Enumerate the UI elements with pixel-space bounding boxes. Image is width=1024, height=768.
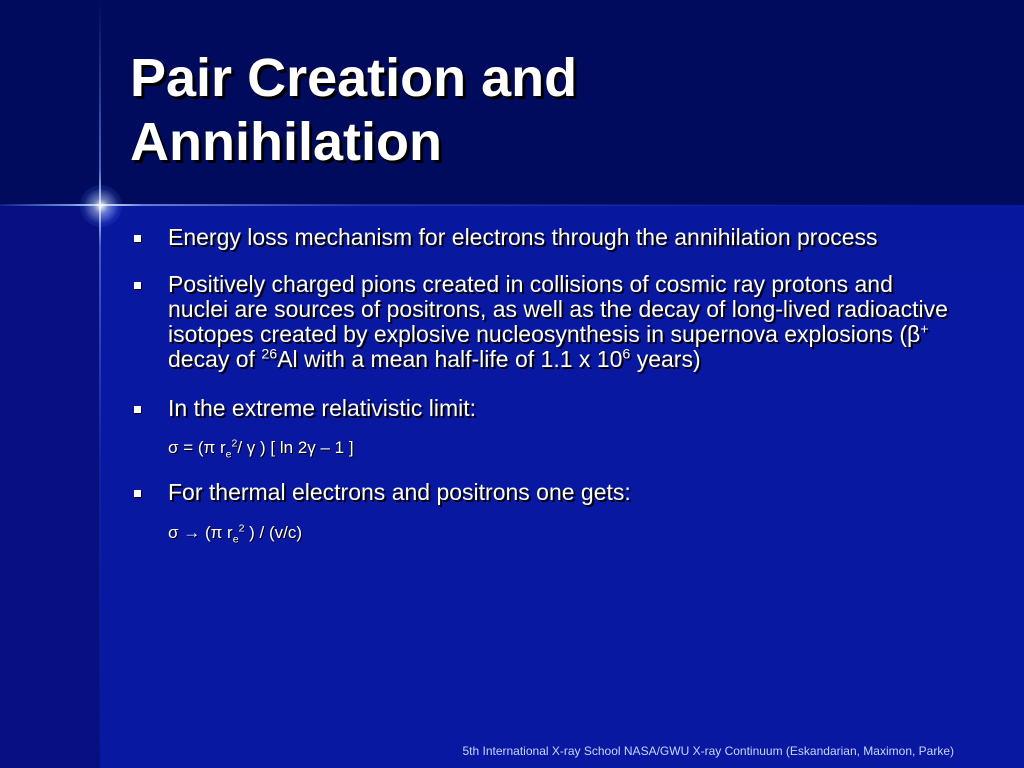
formula-text: σ → (π r bbox=[168, 523, 233, 542]
mass-number: 26 bbox=[261, 346, 278, 363]
bullet-item bbox=[132, 225, 952, 250]
left-strip bbox=[0, 205, 100, 768]
square-bullet-icon bbox=[134, 282, 141, 289]
star-flare-icon bbox=[80, 185, 122, 227]
beta-symbol: β bbox=[906, 321, 921, 347]
bullet-text: Positively charged pions created in collisions of cosmic ray protons and nuclei are sources of positrons, as well as the decay of long-lived radioactive isotopes created by explosive nucleosynthesis in supernova explosions ( bbox=[168, 271, 948, 347]
beta-superscript: + bbox=[920, 321, 929, 338]
bullet-text: For thermal electrons and positrons one gets: bbox=[168, 479, 631, 505]
exponent: 6 bbox=[622, 346, 631, 363]
formula-text: σ = (π r bbox=[168, 438, 226, 457]
bullet-text: years) bbox=[630, 346, 701, 372]
formula-superscript: 2 bbox=[231, 437, 238, 450]
bullet-text: Energy loss mechanism for electrons through the annihilation process bbox=[168, 224, 878, 250]
bullet-text: In the extreme relativistic limit: bbox=[168, 395, 477, 421]
formula-superscript: 2 bbox=[238, 522, 245, 535]
formula-subscript: e bbox=[232, 533, 239, 546]
bullet-text: decay of bbox=[168, 346, 262, 372]
formula-thermal bbox=[132, 522, 952, 544]
bullet-text: Al with a mean half-life of 1.1 x 10 bbox=[277, 346, 623, 372]
vertical-glow-line bbox=[99, 0, 101, 768]
bullet-item bbox=[132, 480, 952, 505]
formula-subscript: e bbox=[225, 448, 232, 461]
slide-title: Pair Creation and Annihilation bbox=[130, 48, 578, 172]
bullet-item bbox=[132, 396, 952, 421]
square-bullet-icon bbox=[134, 406, 141, 413]
square-bullet-icon bbox=[134, 235, 141, 242]
slide-content bbox=[132, 225, 952, 544]
formula-relativistic bbox=[132, 437, 952, 459]
horizontal-glow-line bbox=[0, 204, 1024, 206]
formula-text: ) / (v/c) bbox=[244, 523, 303, 542]
square-bullet-icon bbox=[134, 490, 141, 497]
formula-text: / γ ) [ ln 2γ – 1 ] bbox=[237, 438, 354, 457]
slide-footer: 5th International X-ray School NASA/GWU X-ray Continuum (Eskandarian, Maximon, Parke) bbox=[462, 744, 954, 758]
bullet-item bbox=[132, 272, 952, 372]
